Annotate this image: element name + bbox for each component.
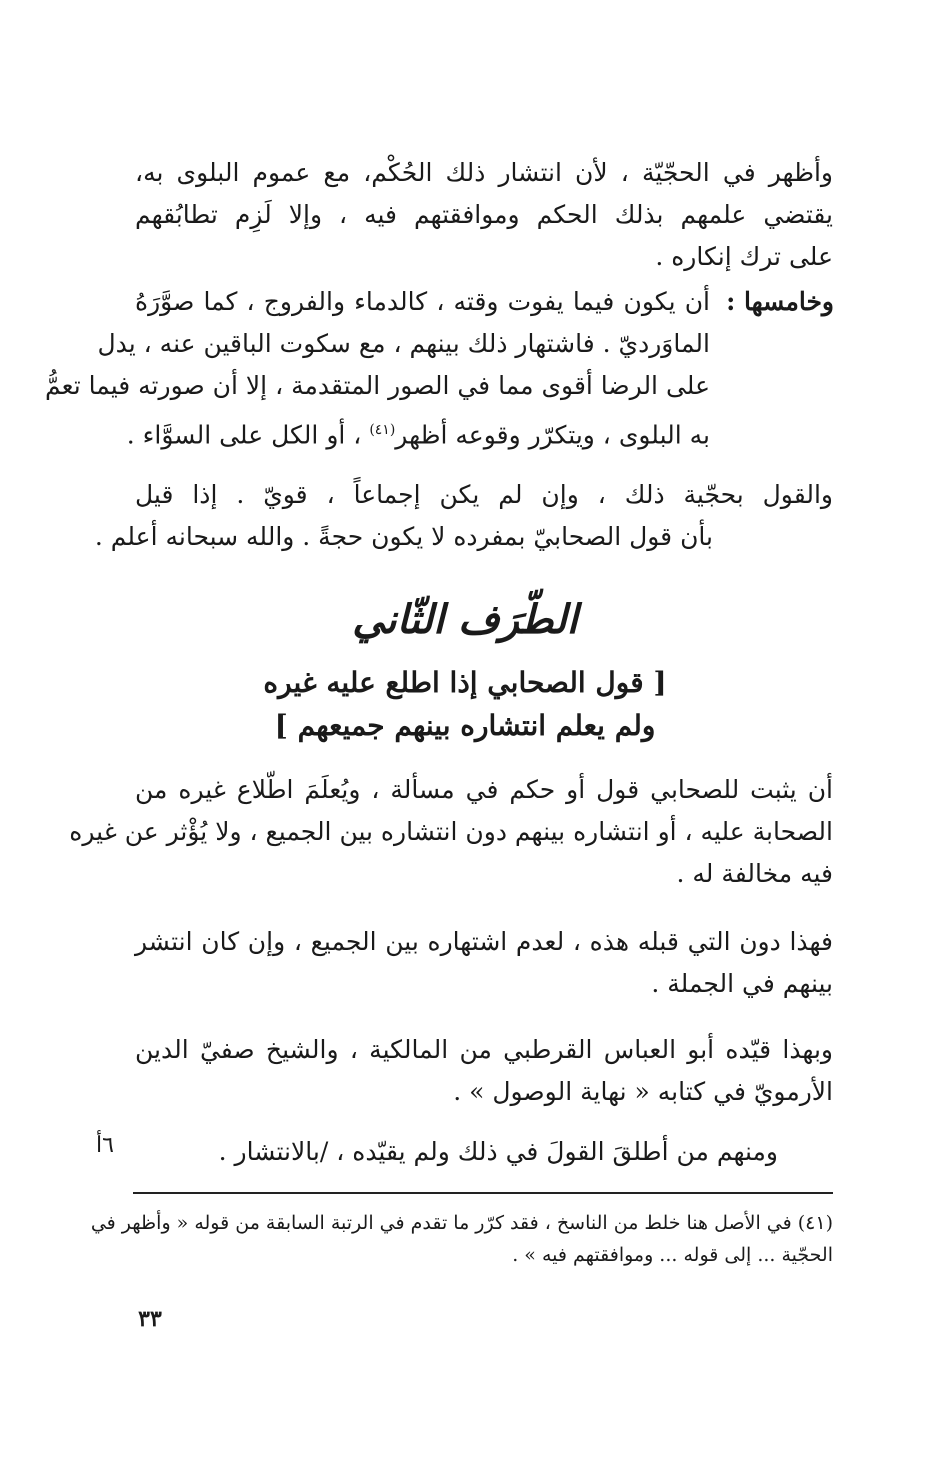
text-segment: به البلوى ، ويتكرّر وقوعه أظهر bbox=[395, 420, 710, 450]
text-line: أن يكون فيما يفوت وقته ، كالدماء والفروج ، كما صوَّرَهُ bbox=[135, 287, 710, 316]
text-line: بأن قول الصحابيّ بمفرده لا يكون حجةً . والله سبحانه أعلم . bbox=[94, 522, 713, 551]
page-number: ٣٣ bbox=[138, 1306, 162, 1332]
fifth-label: وخامسها : bbox=[726, 287, 834, 316]
footnote-line: الحجّية ... إلى قوله ... وموافقتهم فيه » . bbox=[512, 1244, 833, 1266]
text-line: بينهم في الجملة . bbox=[651, 969, 833, 998]
text-line: أن يثبت للصحابي قول أو حكم في مسألة ، ويُعلَمَ اطّلاع غيره من bbox=[135, 775, 833, 804]
margin-note: ٦أ bbox=[96, 1133, 114, 1158]
text-line: الماوَرديّ . فاشتهار ذلك بينهم ، مع سكوت الباقين عنه ، يدل bbox=[97, 329, 710, 358]
section-title: الطّرَف الثّاني bbox=[352, 596, 578, 643]
text-line: على ترك إنكاره . bbox=[655, 242, 833, 271]
text-line: الصحابة عليه ، أو انتشاره بينهم دون انتشاره بين الجميع ، ولا يُؤْثر عن غيره bbox=[69, 817, 833, 846]
section-subtitle: [ قول الصحابي إذا اطلع عليه غيره bbox=[263, 666, 667, 699]
text-line: يقتضي علمهم بذلك الحكم وموافقتهم فيه ، وإلا لَزِم تطابُقهم bbox=[135, 200, 833, 229]
text-segment: ، أو الكل على السوَّاء . bbox=[126, 420, 362, 450]
text-line: وأظهر في الحجّيّة ، لأن انتشار ذلك الحُكْم، مع عموم البلوى به، bbox=[135, 158, 833, 187]
text-line: على الرضا أقوى مما في الصور المتقدمة ، إلا أن صورته فيما تعمُّ bbox=[45, 371, 710, 400]
text-line bbox=[126, 410, 710, 455]
section-subtitle: ولم يعلم انتشاره بينهم جميعهم ] bbox=[274, 709, 656, 742]
footnote-reference: (٤١) bbox=[369, 422, 396, 438]
text-line: فيه مخالفة له . bbox=[676, 859, 833, 888]
text-line: ومنهم من أطلقَ القولَ في ذلك ولم يقيّده ، /بالانتشار . bbox=[218, 1137, 778, 1166]
text-line: وبهذا قيّده أبو العباس القرطبي من المالكية ، والشيخ صفيّ الدين bbox=[135, 1035, 833, 1064]
text-line: والقول بحجّية ذلك ، وإن لم يكن إجماعاً ، قويّ . إذا قيل bbox=[135, 480, 833, 509]
text-line: فهذا دون التي قبله هذه ، لعدم اشتهاره بين الجميع ، وإن كان انتشر bbox=[135, 927, 833, 956]
footnote-divider bbox=[133, 1192, 833, 1194]
footnote-line: (٤١) في الأصل هنا خلط من الناسخ ، فقد كرّر ما تقدم في الرتبة السابقة من قوله « وأظهر في bbox=[90, 1212, 833, 1234]
text-line: الأرمويّ في كتابه « نهاية الوصول » . bbox=[453, 1077, 833, 1106]
